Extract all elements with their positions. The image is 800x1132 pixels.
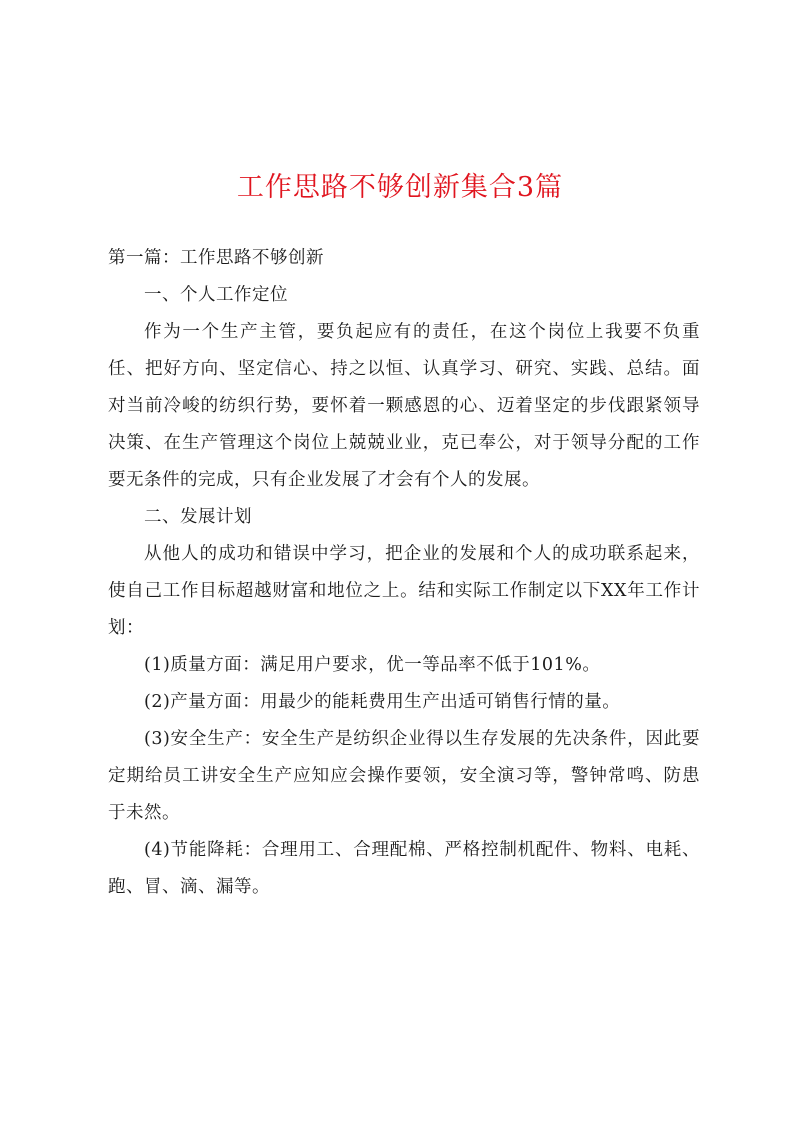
- list-item-safety: (3)安全生产：安全生产是纺织企业得以生存发展的先决条件，因此要定期给员工讲安全生产应知应会操作要领，安全演习等，警钟常鸣、防患于未然。: [108, 729, 700, 823]
- subsection-heading-plan: 二、发展计划: [144, 507, 252, 527]
- section-heading-first: 第一篇：工作思路不够创新: [108, 248, 324, 268]
- list-item-quality: (1)质量方面：满足用户要求，优一等品率不低于101%。: [144, 655, 601, 675]
- document-title: 工作思路不够创新集合3篇: [236, 172, 564, 203]
- list-item-output: (2)产量方面：用最少的能耗费用生产出适可销售行情的量。: [144, 692, 621, 712]
- document-body: [108, 240, 700, 906]
- list-item-energy: (4)节能降耗：合理用工、合理配棉、严格控制机配件、物料、电耗、跑、冒、滴、漏等。: [108, 840, 700, 897]
- paragraph-plan: 从他人的成功和错误中学习，把企业的发展和个人的成功联系起来，使自己工作目标超越财富和地位之上。结和实际工作制定以下XX年工作计划：: [108, 544, 700, 638]
- paragraph-positioning: 作为一个生产主管，要负起应有的责任，在这个岗位上我要不负重任、把好方向、坚定信心、持之以恒、认真学习、研究、实践、总结。面对当前冷峻的纺织行势，要怀着一颗感恩的心、迈着坚定的步伐跟紧领导决策、在生产管理这个岗位上兢兢业业，克已奉公，对于领导分配的工作要无条件的完成，只有企业发展了才会有个人的发展。: [108, 322, 700, 490]
- subsection-heading-positioning: 一、个人工作定位: [144, 285, 288, 305]
